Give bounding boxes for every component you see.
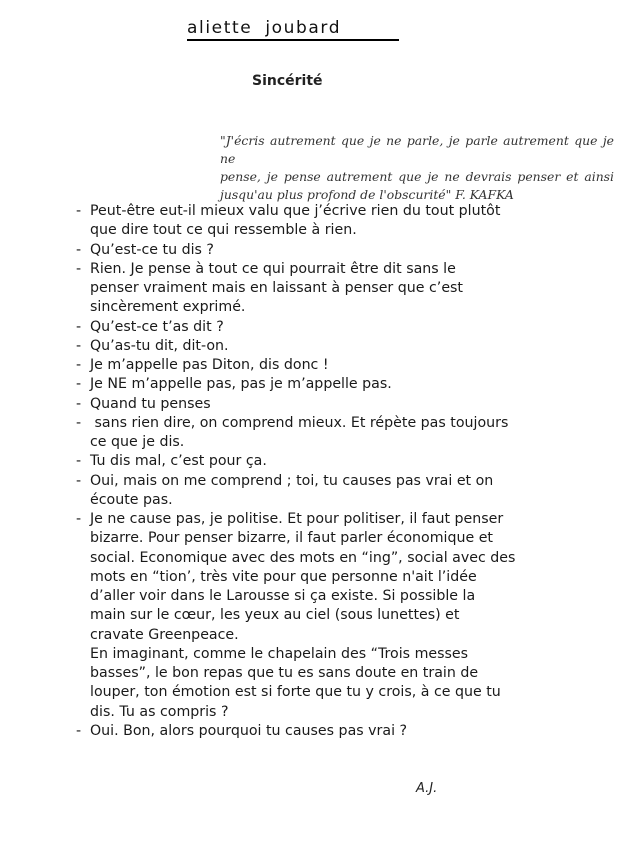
dialogue-line <box>76 260 546 279</box>
document-title: Sincérité <box>252 73 323 89</box>
dialogue-line <box>76 318 546 337</box>
dialogue-text: Quand tu penses <box>90 395 211 412</box>
dialogue-text: En imaginant, comme le chapelain des “Trois messes <box>90 645 469 662</box>
dialogue-line <box>76 395 546 414</box>
dialogue-line <box>76 703 546 722</box>
dialogue-line <box>76 664 546 683</box>
dialogue-line <box>76 606 546 625</box>
dialogue-text: mots en “tion’, très vite pour que personne n'ait l’idée <box>90 568 477 585</box>
dialogue-text: Tu dis mal, c’est pour ça. <box>90 453 267 470</box>
epigraph-line: pense, je pense autrement que je ne devrais penser et ainsi <box>220 169 614 184</box>
dialogue-dash: - <box>76 241 82 258</box>
dialogue-text: Qu’est-ce t’as dit ? <box>90 318 224 335</box>
dialogue-text: Qu’est-ce tu dis ? <box>90 241 214 258</box>
dialogue-text: bizarre. Pour penser bizarre, il faut parler économique et <box>90 530 493 547</box>
dialogue-line <box>76 414 546 433</box>
dialogue-line <box>76 298 546 317</box>
dialogue-line <box>76 279 546 298</box>
dialogue-line <box>76 433 546 452</box>
dialogue-text: main sur le cœur, les yeux au ciel (sous lunettes) et <box>90 607 460 624</box>
dialogue-text: penser vraiment mais en laissant à penser que c’est <box>90 280 463 296</box>
dialogue-text: ce que je dis. <box>90 434 185 450</box>
dialogue-dash: - <box>76 511 82 527</box>
dialogue-text: Qu’as-tu dit, dit-on. <box>90 337 229 354</box>
dialogue-line <box>76 241 546 260</box>
dialogue-line <box>76 472 546 491</box>
author-name: aliette joubard <box>187 17 399 41</box>
dialogue-dash: - <box>76 376 82 393</box>
epigraph-line: "J'écris autrement que je ne parle, je parle autrement que je ne <box>220 133 614 166</box>
dialogue-text: social. Economique avec des mots en “ing”, social avec des <box>90 549 516 566</box>
dialogue-text: cravate Greenpeace. <box>90 626 239 643</box>
dialogue-text: Je m’appelle pas Diton, dis donc ! <box>90 357 329 373</box>
dialogue-line <box>76 529 546 548</box>
dialogue-text: que dire tout ce qui ressemble à rien. <box>90 222 357 239</box>
dialogue-line <box>76 452 546 471</box>
dialogue-dash: - <box>76 472 82 489</box>
dialogue-text: Peut-être eut-il mieux valu que j’écrive rien du tout plutôt <box>90 203 501 219</box>
dialogue-dash: - <box>76 453 82 470</box>
dialogue-line <box>76 202 546 221</box>
dialogue-text: sincèrement exprimé. <box>90 299 246 316</box>
dialogue-text: Rien. Je pense à tout ce qui pourrait être dit sans le <box>90 260 456 277</box>
dialogue-text: Je NE m’appelle pas, pas je m’appelle pas. <box>90 376 392 393</box>
dialogue-line <box>76 645 546 664</box>
dialogue-text: basses”, le bon repas que tu es sans doute en train de <box>90 665 479 681</box>
dialogue-line <box>76 337 546 356</box>
dialogue-text: Oui. Bon, alors pourquoi tu causes pas vrai ? <box>90 722 408 739</box>
dialogue-text: Je ne cause pas, je politise. Et pour politiser, il faut penser <box>90 511 504 527</box>
dialogue-body <box>76 202 546 741</box>
dialogue-line <box>76 356 546 375</box>
dialogue-line <box>76 587 546 606</box>
dialogue-line <box>76 683 546 702</box>
signature: A.J. <box>416 781 438 796</box>
dialogue-dash: - <box>76 318 82 335</box>
dialogue-dash: - <box>76 395 82 412</box>
dialogue-line <box>76 375 546 394</box>
dialogue-line <box>76 722 546 741</box>
dialogue-text: écoute pas. <box>90 491 173 508</box>
dialogue-text: Oui, mais on me comprend ; toi, tu causes pas vrai et on <box>90 472 494 489</box>
dialogue-line <box>76 549 546 568</box>
dialogue-line <box>76 626 546 645</box>
dialogue-dash: - <box>76 722 82 739</box>
dialogue-dash: - <box>76 414 82 431</box>
dialogue-text: dis. Tu as compris ? <box>90 703 229 720</box>
dialogue-dash: - <box>76 203 82 219</box>
dialogue-line <box>76 568 546 587</box>
epigraph-quote <box>220 132 614 204</box>
dialogue-line <box>76 221 546 240</box>
dialogue-dash: - <box>76 260 82 277</box>
dialogue-line <box>76 491 546 510</box>
dialogue-text: louper, ton émotion est si forte que tu y crois, à ce que tu <box>90 684 501 701</box>
dialogue-text: d’aller voir dans le Larousse si ça existe. Si possible la <box>90 588 476 604</box>
dialogue-text: sans rien dire, on comprend mieux. Et répète pas toujours <box>90 414 509 431</box>
epigraph-line: jusqu'au plus profond de l'obscurité" F. KAFKA <box>220 187 514 202</box>
dialogue-dash: - <box>76 337 82 354</box>
dialogue-dash: - <box>76 357 82 373</box>
dialogue-line <box>76 510 546 529</box>
